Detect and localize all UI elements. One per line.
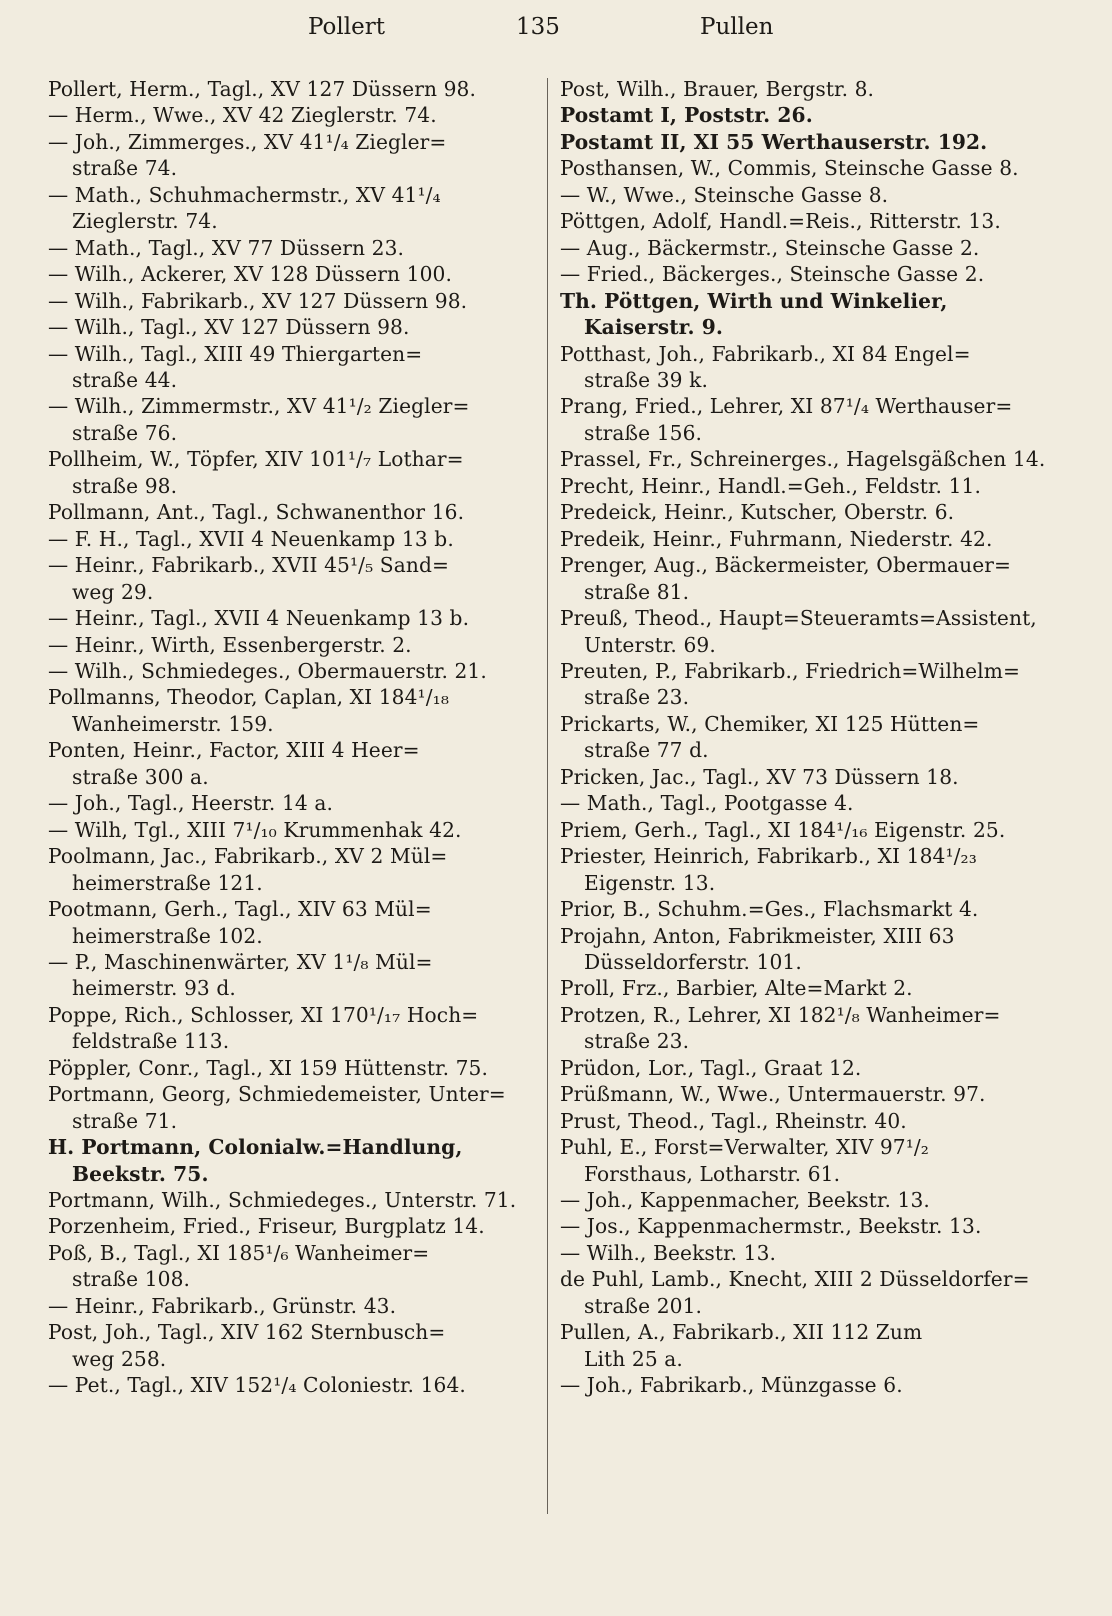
directory-entry: — Math., Tagl., XV 77 Düssern 23. <box>48 235 405 260</box>
directory-entry: Puhl, E., Forst=Verwalter, XIV 97¹/₂ Forsthaus, Lotharstr. 61. <box>560 1135 929 1186</box>
right-column <box>560 76 1070 1399</box>
directory-entry: Prüdon, Lor., Tagl., Graat 12. <box>560 1055 862 1080</box>
directory-entry: Pollert, Herm., Tagl., XV 127 Düssern 98. <box>48 77 476 101</box>
directory-entry: Proll, Frz., Barbier, Alte=Markt 2. <box>560 976 913 1001</box>
directory-entry: — Aug., Bäckermstr., Steinsche Gasse 2. <box>560 235 980 260</box>
directory-entry: — Heinr., Fabrikarb., XVII 45¹/₅ Sand= weg 29. <box>48 553 450 604</box>
directory-entry: Priem, Gerh., Tagl., XI 184¹/₁₆ Eigenstr. 25. <box>560 817 1006 842</box>
directory-entry: Pollmanns, Theodor, Caplan, XI 184¹/₁₈ Wanheimerstr. 159. <box>48 685 450 736</box>
directory-entry: Poolmann, Jac., Fabrikarb., XV 2 Mül= heimerstraße 121. <box>48 844 448 895</box>
directory-entry: Postamt I, Poststr. 26. <box>560 103 813 128</box>
directory-entry: Th. Pöttgen, Wirth und Winkelier, Kaiserstr. 9. <box>560 288 948 340</box>
directory-entry: — Joh., Zimmerges., XV 41¹/₄ Ziegler= straße 74. <box>48 129 447 181</box>
directory-entry: Predeik, Heinr., Fuhrmann, Niederstr. 42. <box>560 526 993 551</box>
directory-entry: Post, Joh., Tagl., XIV 162 Sternbusch= weg 258. <box>48 1320 446 1371</box>
directory-entry: — Wilh., Tagl., XIII 49 Thiergarten= straße 44. <box>48 341 423 392</box>
directory-entry: — Herm., Wwe., XV 42 Zieglerstr. 74. <box>48 103 437 128</box>
directory-entry: Pullen, A., Fabrikarb., XII 112 Zum Lith 25 a. <box>560 1320 923 1371</box>
directory-entry: Potthast, Joh., Fabrikarb., XI 84 Engel= straße 39 k. <box>560 341 971 392</box>
directory-entry: Pöppler, Conr., Tagl., XI 159 Hüttenstr. 75. <box>48 1055 489 1080</box>
directory-entry: Prüßmann, W., Wwe., Untermauerstr. 97. <box>560 1082 986 1107</box>
directory-entry: Prang, Fried., Lehrer, XI 87¹/₄ Werthauser= straße 156. <box>560 394 1013 445</box>
directory-entry: Protzen, R., Lehrer, XI 182¹/₈ Wanheimer= straße 23. <box>560 1002 1001 1054</box>
directory-entry: — F. H., Tagl., XVII 4 Neuenkamp 13 b. <box>48 526 454 551</box>
directory-entry: — P., Maschinenwärter, XV 1¹/₈ Mül= heimerstr. 93 d. <box>48 949 433 1001</box>
header-last-entry: Pullen <box>700 14 774 40</box>
directory-entry: — Joh., Kappenmacher, Beekstr. 13. <box>560 1188 930 1213</box>
page-header <box>0 14 1112 50</box>
directory-entry: Postamt II, XI 55 Werthauserstr. 192. <box>560 129 988 154</box>
directory-entry: de Puhl, Lamb., Knecht, XIII 2 Düsseldorfer= straße 201. <box>560 1267 1030 1318</box>
directory-entry: H. Portmann, Colonialw.=Handlung, Beekstr. 75. <box>48 1135 463 1186</box>
directory-entry: — Pet., Tagl., XIV 152¹/₄ Coloniestr. 164. <box>48 1373 466 1398</box>
left-column <box>48 76 536 1399</box>
header-first-entry: Pollert <box>308 14 385 40</box>
directory-entry: Precht, Heinr., Handl.=Geh., Feldstr. 11. <box>560 473 981 498</box>
directory-entry: Preuß, Theod., Haupt=Steueramts=Assistent, Unterstr. 69. <box>560 606 1037 657</box>
column-divider <box>547 78 548 1514</box>
directory-entry: Porzenheim, Fried., Friseur, Burgplatz 14. <box>48 1214 485 1239</box>
directory-entry: — Jos., Kappenmachermstr., Beekstr. 13. <box>560 1214 982 1239</box>
directory-entry: — Math., Tagl., Pootgasse 4. <box>560 791 854 816</box>
directory-entry: Pricken, Jac., Tagl., XV 73 Düssern 18. <box>560 764 959 789</box>
directory-entry: — Heinr., Fabrikarb., Grünstr. 43. <box>48 1293 397 1318</box>
directory-entry: Prior, B., Schuhm.=Ges., Flachsmarkt 4. <box>560 897 979 922</box>
directory-entry: Ponten, Heinr., Factor, XIII 4 Heer= straße 300 a. <box>48 738 420 789</box>
directory-entry: Post, Wilh., Brauer, Bergstr. 8. <box>560 77 875 101</box>
directory-entry: Preuten, P., Fabrikarb., Friedrich=Wilhelm= straße 23. <box>560 658 1020 710</box>
directory-entry: — Heinr., Wirth, Essenbergerstr. 2. <box>48 632 412 657</box>
directory-entry: — Joh., Fabrikarb., Münzgasse 6. <box>560 1373 903 1398</box>
directory-entry: Poß, B., Tagl., XI 185¹/₆ Wanheimer= straße 108. <box>48 1240 430 1292</box>
directory-entry: — Fried., Bäckerges., Steinsche Gasse 2. <box>560 262 985 287</box>
directory-entry: — Heinr., Tagl., XVII 4 Neuenkamp 13 b. <box>48 606 470 631</box>
directory-entry: — Wilh, Tgl., XIII 7¹/₁₀ Krummenhak 42. <box>48 817 462 842</box>
directory-entry: Portmann, Wilh., Schmiedeges., Unterstr. 71. <box>48 1188 517 1213</box>
directory-entry: Prassel, Fr., Schreinerges., Hagelsgäßchen 14. <box>560 447 1046 472</box>
directory-entry: — Joh., Tagl., Heerstr. 14 a. <box>48 791 334 816</box>
directory-entry: — W., Wwe., Steinsche Gasse 8. <box>560 182 889 207</box>
directory-entry: Pöttgen, Adolf, Handl.=Reis., Ritterstr. 13. <box>560 209 1001 234</box>
directory-entry: Prenger, Aug., Bäckermeister, Obermauer= straße 81. <box>560 553 1012 604</box>
directory-entry: Predeick, Heinr., Kutscher, Oberstr. 6. <box>560 500 955 525</box>
directory-entry: — Math., Schuhmachermstr., XV 41¹/₄ Zieglerstr. 74. <box>48 182 441 234</box>
directory-entry: — Wilh., Fabrikarb., XV 127 Düssern 98. <box>48 288 468 313</box>
directory-entry: Poppe, Rich., Schlosser, XI 170¹/₁₇ Hoch= feldstraße 113. <box>48 1002 479 1054</box>
directory-entry: Prickarts, W., Chemiker, XI 125 Hütten= straße 77 d. <box>560 711 980 763</box>
directory-entry: Posthansen, W., Commis, Steinsche Gasse 8. <box>560 156 1019 181</box>
directory-entry: Priester, Heinrich, Fabrikarb., XI 184¹/₂₃ Eigenstr. 13. <box>560 844 977 895</box>
directory-entry: Pootmann, Gerh., Tagl., XIV 63 Mül= heimerstraße 102. <box>48 897 432 948</box>
directory-entry: Portmann, Georg, Schmiedemeister, Unter= straße 71. <box>48 1082 506 1133</box>
directory-entry: — Wilh., Ackerer, XV 128 Düssern 100. <box>48 262 452 287</box>
directory-entry: Pollheim, W., Töpfer, XIV 101¹/₇ Lothar= straße 98. <box>48 447 464 498</box>
directory-entry: — Wilh., Zimmermstr., XV 41¹/₂ Ziegler= straße 76. <box>48 394 470 445</box>
directory-entry: — Wilh., Tagl., XV 127 Düssern 98. <box>48 315 410 340</box>
directory-entry: Prust, Theod., Tagl., Rheinstr. 40. <box>560 1108 907 1133</box>
directory-entry: Pollmann, Ant., Tagl., Schwanenthor 16. <box>48 500 465 525</box>
directory-entry: — Wilh., Beekstr. 13. <box>560 1240 777 1265</box>
directory-entry: Projahn, Anton, Fabrikmeister, XIII 63 Düsseldorferstr. 101. <box>560 923 955 974</box>
directory-entry: — Wilh., Schmiedeges., Obermauerstr. 21. <box>48 658 487 683</box>
page-number: 135 <box>516 14 560 40</box>
